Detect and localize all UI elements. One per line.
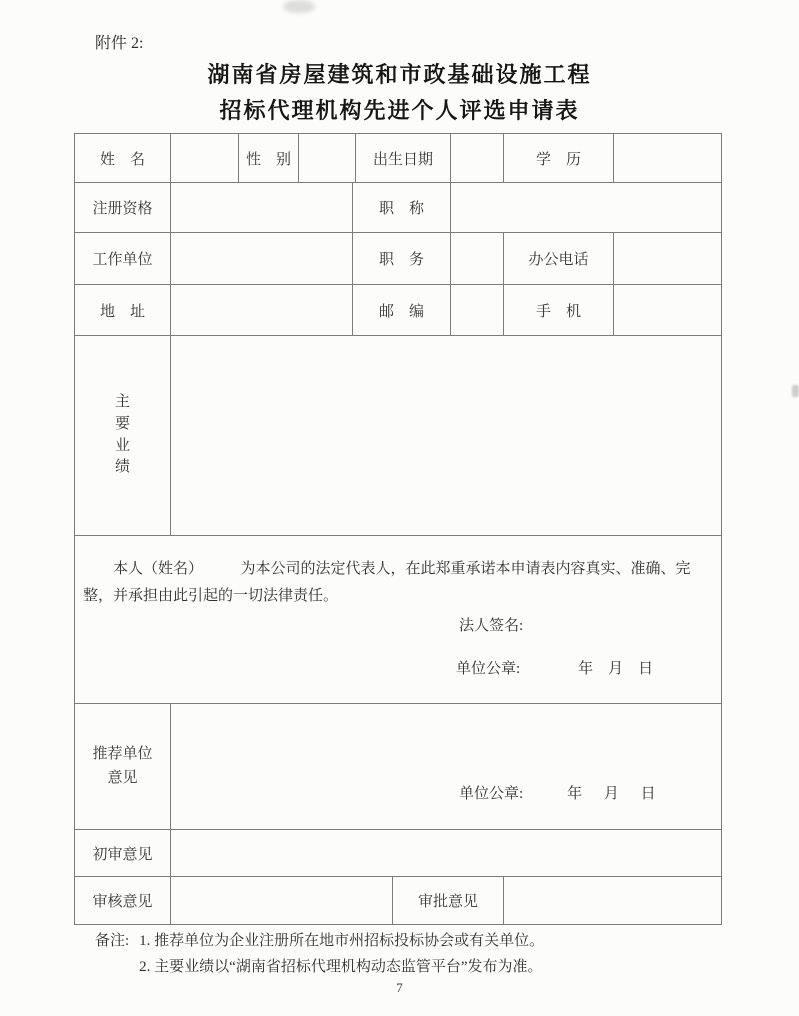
name-value-cell xyxy=(171,134,239,182)
scan-smudge xyxy=(283,0,315,13)
row-address xyxy=(75,285,721,336)
recommendation-label-line2: 意见 xyxy=(107,769,138,786)
row-achievements xyxy=(75,336,721,536)
row-audit-approval xyxy=(75,877,721,924)
education-value-cell xyxy=(614,134,721,182)
preliminary-review-label: 初审意见 xyxy=(75,830,171,876)
prof-title-value-cell xyxy=(451,183,721,232)
notes-prefix-label: 备注: xyxy=(95,933,130,949)
prof-title-label: 职 称 xyxy=(353,183,451,232)
work-unit-label: 工作单位 xyxy=(75,233,171,284)
preliminary-review-value-cell xyxy=(171,830,721,876)
row-declaration xyxy=(75,536,721,704)
application-form-table xyxy=(74,133,722,925)
gender-label: 性 别 xyxy=(239,134,299,182)
address-label: 地 址 xyxy=(75,285,171,335)
note-item-2: 2. 主要业绩以“湖南省招标代理机构动态监管平台”发布为准。 xyxy=(139,959,543,975)
audit-opinion-value-cell xyxy=(171,877,393,924)
row-recommendation xyxy=(75,704,721,830)
work-unit-value-cell xyxy=(171,233,353,284)
registration-value-cell xyxy=(171,183,353,232)
row-preliminary-review xyxy=(75,830,721,877)
achievements-value-cell xyxy=(171,336,721,535)
legal-person-signature-label: 法人签名: xyxy=(459,618,524,634)
page-title-line1: 湖南省房屋建筑和市政基础设施工程 xyxy=(207,62,592,87)
recommendation-label-line1: 推荐单位 xyxy=(92,746,153,763)
recommendation-unit-seal-label: 单位公章: xyxy=(459,786,524,802)
declaration-text: 本人（姓名） 为本公司的法定代表人，在此郑重承诺本申请表内容真实、准确、完整，并承担由此引起的一切法律责任。 xyxy=(83,561,691,605)
postal-code-label: 邮 编 xyxy=(353,285,451,335)
attachment-label: 附件 2: xyxy=(95,35,144,52)
birth-date-label: 出生日期 xyxy=(356,134,451,182)
postal-code-value-cell xyxy=(451,285,504,335)
recommendation-content-cell xyxy=(171,704,721,829)
registration-label: 注册资格 xyxy=(75,183,171,232)
declaration-seal-line xyxy=(456,657,653,678)
office-phone-label: 办公电话 xyxy=(504,233,614,284)
audit-opinion-label: 审核意见 xyxy=(75,877,171,924)
declaration-cell xyxy=(75,536,721,703)
row-registration xyxy=(75,183,721,233)
page-title-line2: 招标代理机构先进个人评选申请表 xyxy=(219,98,580,123)
recommendation-label-cell xyxy=(75,704,171,829)
unit-seal-label: 单位公章: xyxy=(456,661,521,677)
position-value-cell xyxy=(451,233,504,284)
approval-opinion-value-cell xyxy=(504,877,721,924)
row-basic-info xyxy=(75,134,721,183)
recommendation-seal-line xyxy=(459,782,665,803)
education-label: 学 历 xyxy=(504,134,614,182)
notes-list xyxy=(139,928,544,980)
scan-edge-mark xyxy=(792,385,799,397)
footnotes xyxy=(95,928,544,980)
page-number: 7 xyxy=(396,980,403,995)
achievements-label-cell xyxy=(75,336,171,535)
mobile-label: 手 机 xyxy=(504,285,614,335)
approval-opinion-label: 审批意见 xyxy=(393,877,504,924)
address-value-cell xyxy=(171,285,353,335)
name-label: 姓 名 xyxy=(75,134,171,182)
note-item-1: 1. 推荐单位为企业注册所在地市州招标投标协会或有关单位。 xyxy=(139,933,545,949)
birth-date-value-cell xyxy=(451,134,504,182)
achievements-label: 主要业绩 xyxy=(114,394,130,476)
mobile-value-cell xyxy=(614,285,721,335)
position-label: 职 务 xyxy=(353,233,451,284)
row-work-unit xyxy=(75,233,721,285)
recommendation-date-label: 年 月 日 xyxy=(567,786,665,802)
declaration-date-label: 年 月 日 xyxy=(578,661,654,677)
office-phone-value-cell xyxy=(614,233,721,284)
gender-value-cell xyxy=(299,134,356,182)
